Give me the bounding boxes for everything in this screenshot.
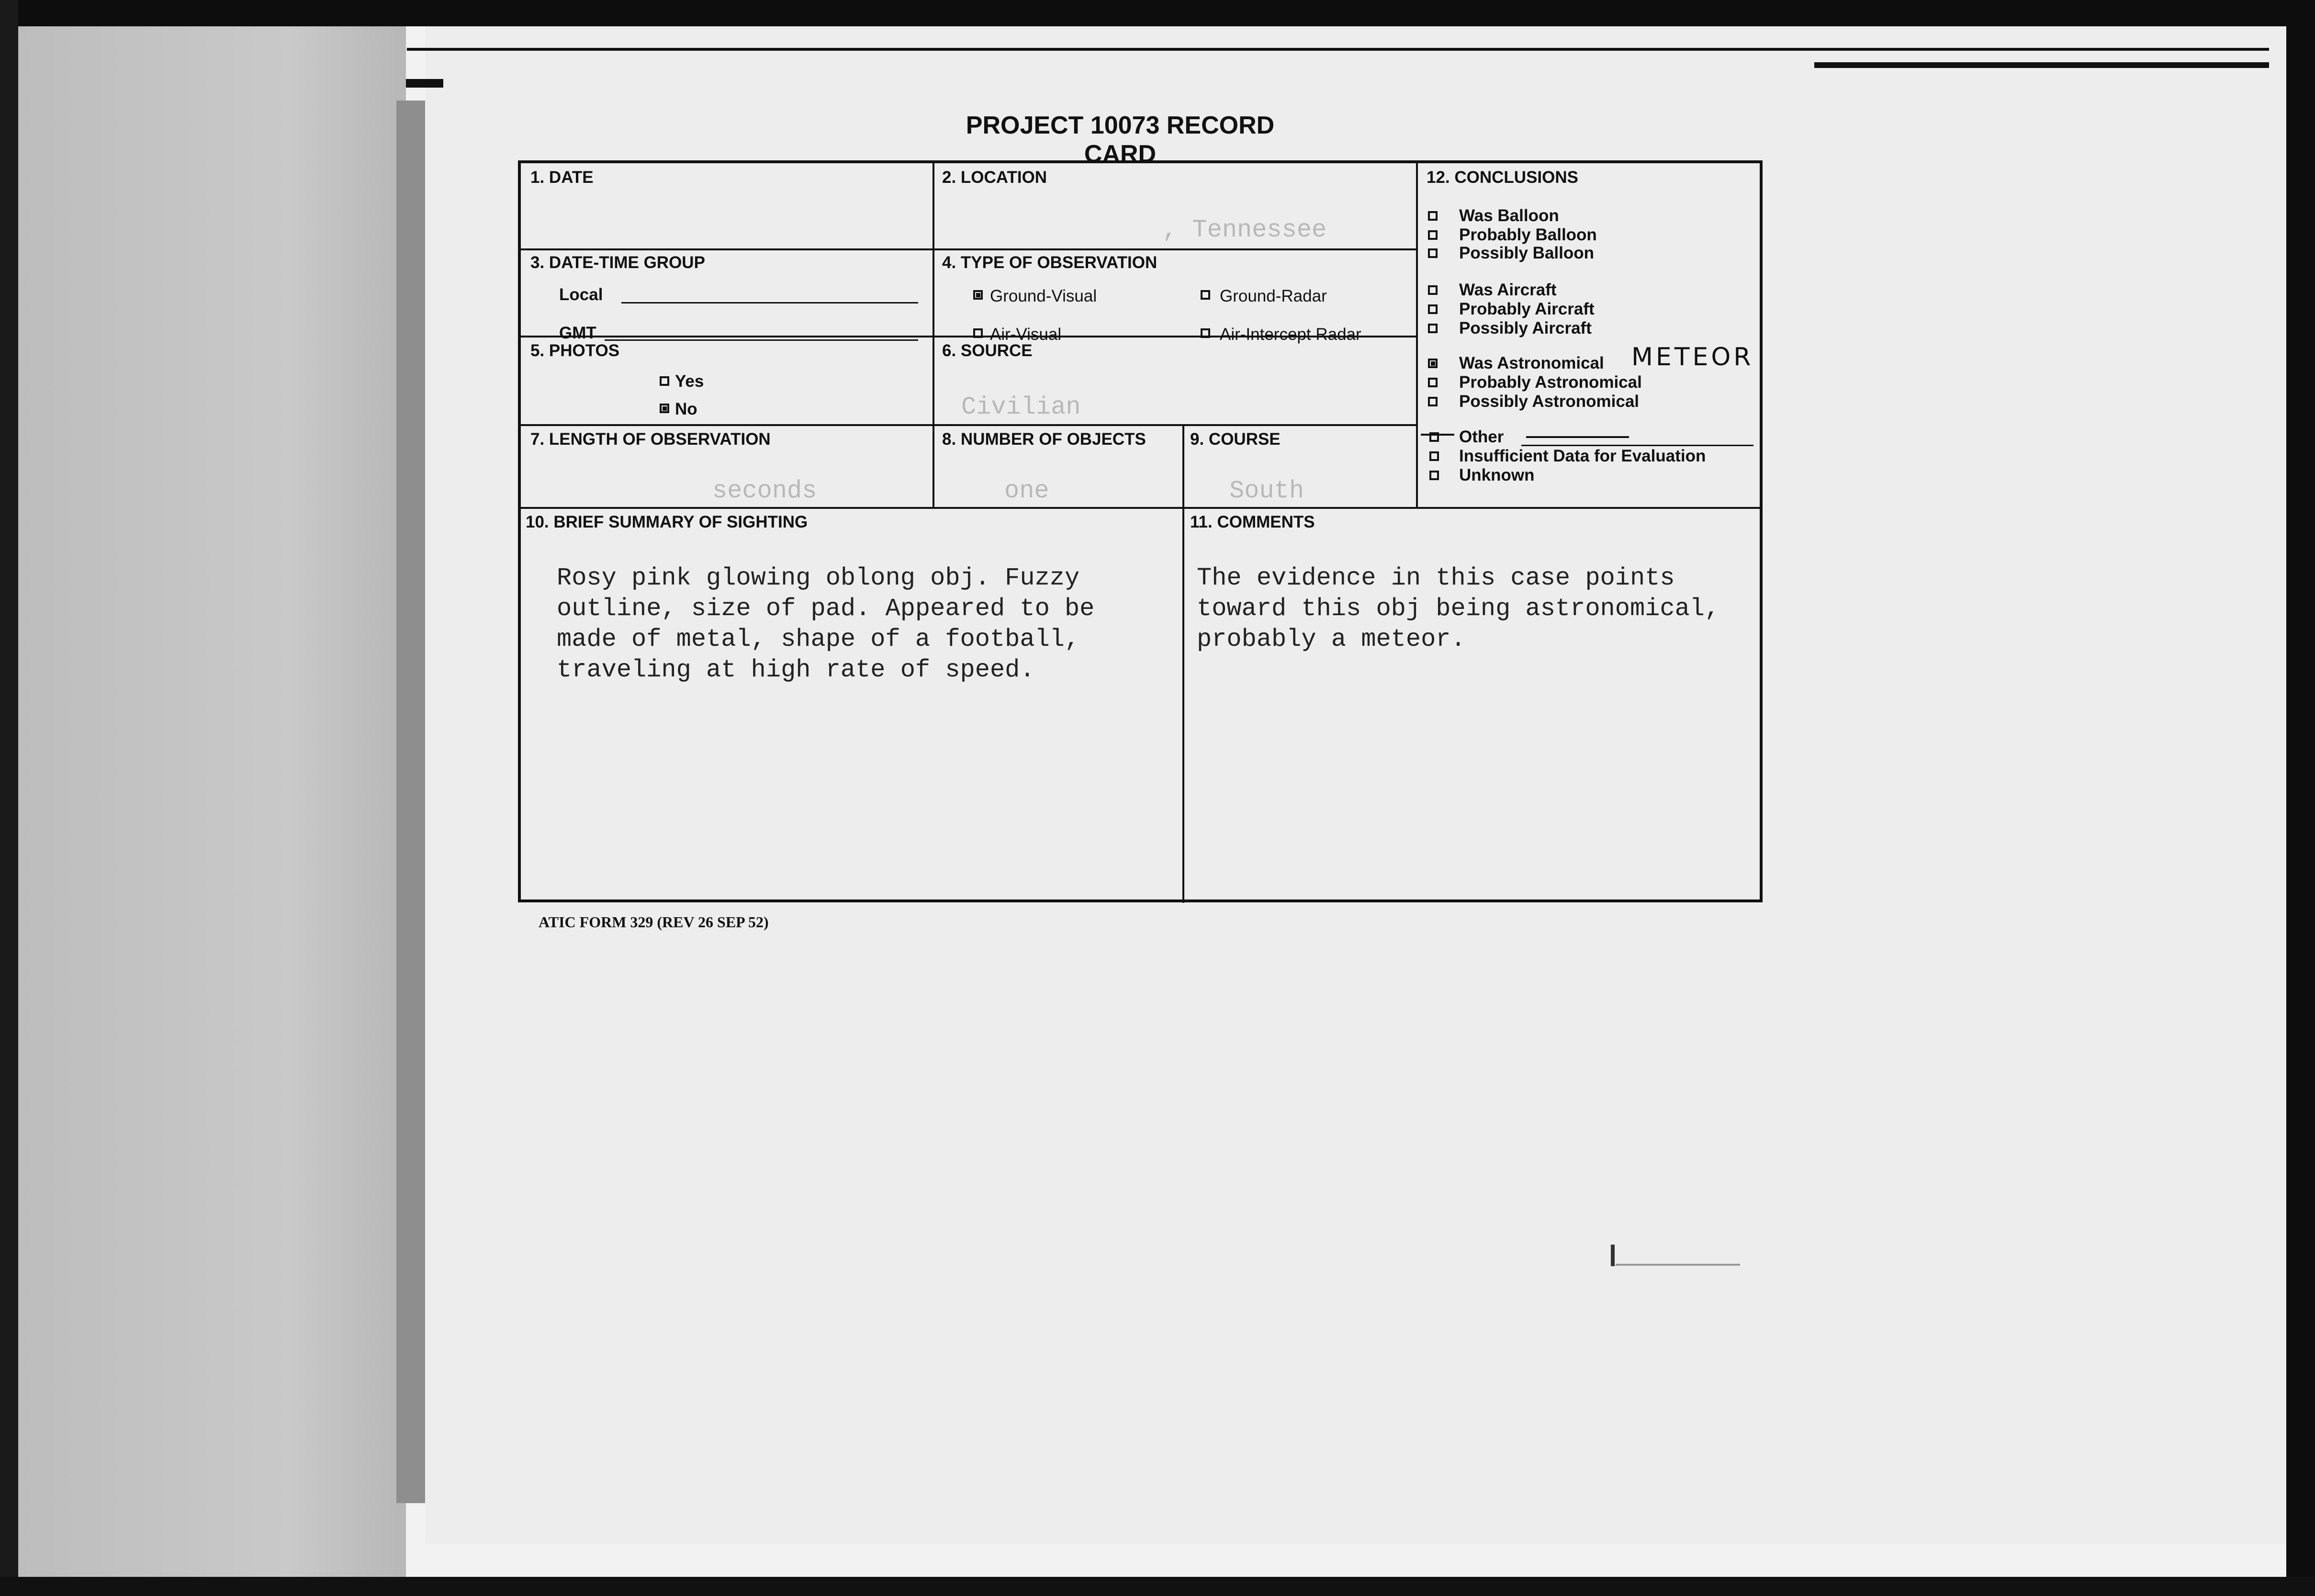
ground-visual-checkbox[interactable] — [973, 290, 983, 300]
photos-no-label: No — [675, 400, 697, 418]
possibly-astronomical-checkbox[interactable] — [1428, 397, 1438, 406]
record-form — [518, 160, 1763, 902]
local-time-line — [621, 302, 918, 303]
possibly-aircraft-checkbox[interactable] — [1428, 324, 1438, 333]
scan-shadow-strip — [18, 26, 406, 1577]
probably-astronomical-checkbox[interactable] — [1428, 378, 1438, 387]
card-title: PROJECT 10073 RECORD CARD — [966, 112, 1275, 168]
insufficient-data-label: Insufficient Data for Evaluation — [1459, 447, 1706, 465]
scan-card-edge — [396, 101, 425, 1503]
other-line — [1521, 445, 1753, 446]
ground-visual-label: Ground-Visual — [990, 287, 1097, 305]
air-visual-label: Air-Visual — [990, 325, 1062, 344]
gmt-label: GMT — [559, 324, 596, 342]
date-label: 1. DATE — [530, 168, 594, 187]
scan-edge-bottom — [0, 1577, 2315, 1596]
insufficient-data-checkbox[interactable] — [1429, 451, 1439, 461]
other-label: Other — [1459, 427, 1504, 446]
length-of-observation-value: seconds — [712, 477, 817, 505]
probably-balloon-label: Probably Balloon — [1459, 225, 1597, 244]
air-intercept-radar-checkbox[interactable] — [1201, 328, 1210, 338]
other-strikethrough — [1526, 436, 1629, 438]
gmt-line — [605, 339, 918, 341]
was-aircraft-checkbox[interactable] — [1428, 285, 1438, 295]
unknown-checkbox[interactable] — [1429, 471, 1439, 480]
was-astronomical-checkbox[interactable] — [1428, 359, 1438, 368]
brief-summary-label: 10. BRIEF SUMMARY OF SIGHTING — [526, 513, 808, 531]
local-time-label: Local — [559, 285, 603, 304]
divider — [521, 507, 1761, 509]
scan-edge-left — [0, 0, 18, 1596]
divider — [521, 248, 1417, 250]
registration-mark — [406, 79, 443, 88]
ground-radar-label: Ground-Radar — [1220, 287, 1327, 305]
was-aircraft-label: Was Aircraft — [1459, 281, 1557, 299]
source-label: 6. SOURCE — [942, 341, 1033, 360]
top-rule — [407, 48, 2269, 51]
possibly-astronomical-label: Possibly Astronomical — [1459, 392, 1640, 411]
scan-edge-top — [0, 0, 2315, 26]
probably-aircraft-label: Probably Aircraft — [1459, 300, 1595, 318]
possibly-balloon-label: Possibly Balloon — [1459, 244, 1594, 262]
photos-yes-checkbox[interactable] — [660, 376, 669, 386]
type-of-observation-label: 4. TYPE OF OBSERVATION — [942, 253, 1158, 272]
brief-summary-text: Rosy pink glowing oblong obj. Fuzzy outline, size of pad. Appeared to be made of metal, shape of a football, traveling at high rate of speed. — [557, 564, 1095, 684]
course-value: South — [1229, 477, 1304, 505]
scan-mark — [1611, 1245, 1615, 1266]
number-of-objects-label: 8. NUMBER OF OBJECTS — [942, 430, 1146, 449]
scan-edge-right — [2286, 0, 2315, 1596]
photos-no-checkbox[interactable] — [660, 404, 669, 413]
location-value: , Tennessee — [1162, 216, 1327, 244]
possibly-balloon-checkbox[interactable] — [1428, 248, 1438, 258]
air-visual-checkbox[interactable] — [973, 328, 983, 338]
number-of-objects-value: one — [1004, 477, 1049, 505]
was-astronomical-label: Was Astronomical — [1459, 354, 1604, 372]
date-time-group-label: 3. DATE-TIME GROUP — [530, 253, 705, 272]
top-rule-right — [1814, 62, 2269, 68]
other-check-strike — [1421, 434, 1454, 436]
ground-radar-checkbox[interactable] — [1201, 290, 1210, 300]
conclusions-label: 12. CONCLUSIONS — [1427, 168, 1578, 187]
form-identifier: ATIC FORM 329 (REV 26 SEP 52) — [539, 913, 769, 931]
was-balloon-checkbox[interactable] — [1428, 211, 1438, 221]
course-label: 9. COURSE — [1190, 430, 1281, 449]
probably-balloon-checkbox[interactable] — [1428, 230, 1438, 240]
scan-mark — [1616, 1264, 1740, 1266]
comments-text: The evidence in this case points toward this obj being astronomical, probably a meteor. — [1197, 564, 1720, 653]
length-of-observation-label: 7. LENGTH OF OBSERVATION — [530, 430, 771, 449]
divider — [933, 163, 934, 507]
location-label: 2. LOCATION — [942, 168, 1047, 187]
air-intercept-radar-label: Air-Intercept Radar — [1220, 325, 1361, 344]
probably-aircraft-checkbox[interactable] — [1428, 304, 1438, 314]
unknown-label: Unknown — [1459, 466, 1535, 484]
source-value: Civilian — [961, 393, 1081, 421]
possibly-aircraft-label: Possibly Aircraft — [1459, 319, 1592, 337]
probably-astronomical-label: Probably Astronomical — [1459, 373, 1642, 392]
divider — [1182, 424, 1184, 903]
photos-yes-label: Yes — [675, 372, 704, 391]
was-balloon-label: Was Balloon — [1459, 206, 1559, 225]
photos-label: 5. PHOTOS — [530, 341, 620, 360]
handwritten-meteor-note: METEOR — [1631, 343, 1754, 371]
divider — [521, 424, 1417, 426]
divider — [1416, 163, 1418, 507]
comments-label: 11. COMMENTS — [1190, 513, 1315, 531]
